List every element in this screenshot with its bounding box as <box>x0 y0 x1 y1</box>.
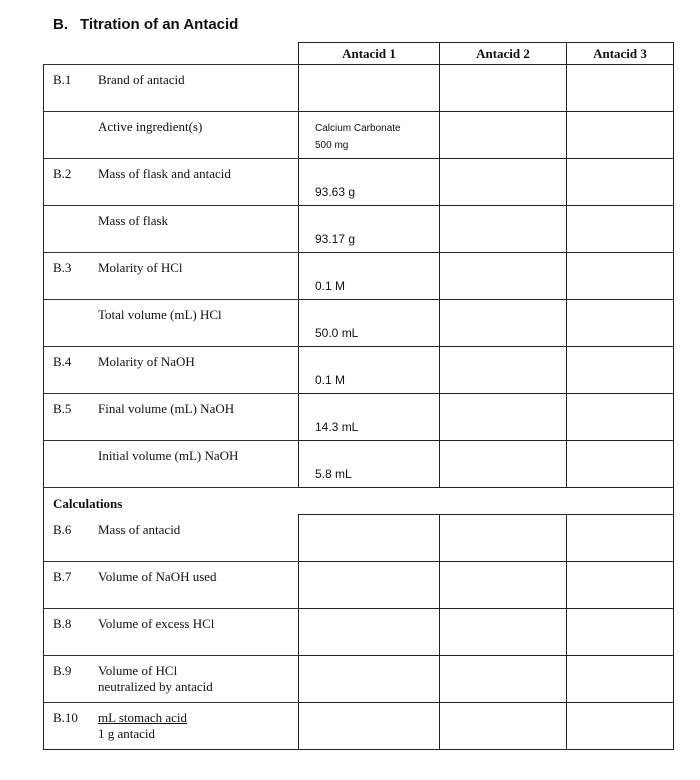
value-cell-antacid-2[interactable] <box>440 562 567 609</box>
value-cell-antacid-3[interactable] <box>567 347 674 394</box>
value-cell-antacid-1[interactable] <box>299 609 440 656</box>
cell-value <box>567 206 673 232</box>
row-label-line-1: Volume of NaOH used <box>98 569 217 584</box>
cell-value <box>567 394 673 420</box>
table-row <box>44 206 674 253</box>
cell-value: 0.1 M <box>315 279 346 293</box>
row-code: B.10 <box>53 710 78 725</box>
value-cell-antacid-2[interactable] <box>440 515 567 562</box>
cell-value <box>567 441 673 467</box>
table-row <box>44 253 674 300</box>
row-label-cell <box>44 253 299 300</box>
value-cell-antacid-1[interactable] <box>299 159 440 206</box>
value-cell-antacid-3[interactable] <box>567 703 674 750</box>
cell-value <box>567 300 673 326</box>
worksheet-title <box>53 16 238 33</box>
value-cell-antacid-1[interactable] <box>299 347 440 394</box>
row-label-cell <box>44 65 299 112</box>
value-cell-antacid-3[interactable] <box>567 206 674 253</box>
calculation-row <box>44 609 674 656</box>
row-label-line-1: Mass of antacid <box>98 521 181 537</box>
row-code: B.5 <box>53 401 72 416</box>
row-label-cell <box>44 656 299 703</box>
cell-value: 50.0 mL <box>315 326 359 340</box>
cell-value <box>567 159 673 185</box>
table-row <box>44 394 674 441</box>
row-label <box>98 569 217 585</box>
calculation-row <box>44 515 674 562</box>
cell-value: 0.1 M <box>315 373 346 387</box>
value-cell-antacid-2[interactable] <box>440 253 567 300</box>
calculations-heading-row <box>44 488 674 515</box>
value-cell-antacid-3[interactable] <box>567 656 674 703</box>
value-cell-antacid-3[interactable] <box>567 300 674 347</box>
value-cell-antacid-2[interactable] <box>440 112 567 159</box>
row-label-line-1: Volume of excess HCl <box>98 616 215 631</box>
row-label-line-1: Volume of HCl <box>98 663 178 678</box>
cell-value: 14.3 mL <box>315 420 359 434</box>
header-blank <box>44 43 299 65</box>
row-label: Molarity of HCl <box>98 260 183 275</box>
row-label <box>98 522 180 538</box>
cell-value <box>440 394 566 420</box>
row-label: Active ingredient(s) <box>98 119 203 134</box>
value-cell-antacid-3[interactable] <box>567 441 674 488</box>
row-label-cell <box>44 300 299 347</box>
table-row <box>44 347 674 394</box>
cell-value: Calcium Carbonate 500 mg <box>315 123 401 151</box>
value-cell-antacid-1[interactable] <box>299 112 440 159</box>
row-label-line-2: 1 g antacid <box>98 726 156 741</box>
cell-value <box>440 159 566 185</box>
value-cell-antacid-1[interactable] <box>299 394 440 441</box>
cell-value <box>567 253 673 279</box>
cell-value: 93.63 g <box>315 185 356 199</box>
cell-value: 5.8 mL <box>315 467 352 481</box>
value-cell-antacid-1[interactable] <box>299 300 440 347</box>
value-cell-antacid-2[interactable] <box>440 206 567 253</box>
row-label-cell <box>44 703 299 750</box>
value-cell-antacid-1[interactable] <box>299 65 440 112</box>
col-header-antacid-3: Antacid 3 <box>567 43 674 65</box>
row-label <box>98 663 213 695</box>
cell-value <box>440 112 566 138</box>
row-label <box>98 616 214 632</box>
row-label: Molarity of NaOH <box>98 354 195 369</box>
value-cell-antacid-1[interactable] <box>299 206 440 253</box>
value-cell-antacid-2[interactable] <box>440 394 567 441</box>
row-label: Mass of flask <box>98 213 169 228</box>
value-cell-antacid-1[interactable] <box>299 703 440 750</box>
cell-value <box>440 300 566 326</box>
col-header-antacid-1: Antacid 1 <box>299 43 440 65</box>
cell-value <box>567 347 673 373</box>
value-cell-antacid-1[interactable] <box>299 656 440 703</box>
value-cell-antacid-1[interactable] <box>299 253 440 300</box>
value-cell-antacid-2[interactable] <box>440 656 567 703</box>
table-row <box>44 300 674 347</box>
value-cell-antacid-3[interactable] <box>567 65 674 112</box>
row-label-cell <box>44 515 299 562</box>
table-row <box>44 441 674 488</box>
row-label <box>98 710 187 742</box>
row-code: B.3 <box>53 260 72 275</box>
table-row <box>44 159 674 206</box>
section-title: Titration of an Antacid <box>80 16 239 33</box>
row-code: B.1 <box>53 72 72 87</box>
cell-value <box>440 347 566 373</box>
row-label-cell <box>44 441 299 488</box>
section-number: B. <box>53 16 68 33</box>
cell-value <box>567 112 673 138</box>
row-label: Total volume (mL) HCl <box>98 307 222 322</box>
value-cell-antacid-2[interactable] <box>440 441 567 488</box>
row-code: B.6 <box>53 521 72 537</box>
col-header-antacid-2: Antacid 2 <box>440 43 567 65</box>
value-cell-antacid-2[interactable] <box>440 159 567 206</box>
value-cell-antacid-3[interactable] <box>567 609 674 656</box>
row-label-cell <box>44 394 299 441</box>
cell-value <box>299 65 439 91</box>
table-row <box>44 65 674 112</box>
value-cell-antacid-3[interactable] <box>567 394 674 441</box>
row-code: B.2 <box>53 166 72 181</box>
row-label-cell <box>44 347 299 394</box>
row-label: Brand of antacid <box>98 72 185 87</box>
cell-value <box>440 65 566 91</box>
row-label: Final volume (mL) NaOH <box>98 401 235 416</box>
row-label: Mass of flask and antacid <box>98 166 231 181</box>
row-code: B.7 <box>53 569 72 584</box>
titration-data-table <box>43 42 674 750</box>
row-label-line-1: mL stomach acid <box>98 710 188 725</box>
value-cell-antacid-2[interactable] <box>440 300 567 347</box>
value-cell-antacid-2[interactable] <box>440 65 567 112</box>
calculation-row <box>44 703 674 750</box>
row-code: B.8 <box>53 616 72 631</box>
row-label-cell <box>44 562 299 609</box>
row-label: Initial volume (mL) NaOH <box>98 448 239 463</box>
value-cell-antacid-1[interactable] <box>299 562 440 609</box>
calculations-heading: Calculations <box>44 488 674 515</box>
value-cell-antacid-1[interactable] <box>299 441 440 488</box>
row-label-cell <box>44 206 299 253</box>
value-cell-antacid-2[interactable] <box>440 703 567 750</box>
row-label-cell <box>44 609 299 656</box>
row-label-cell <box>44 112 299 159</box>
row-code: B.9 <box>53 663 72 678</box>
header-row <box>44 43 674 65</box>
cell-value <box>440 441 566 467</box>
value-cell-antacid-2[interactable] <box>440 347 567 394</box>
cell-value <box>440 253 566 279</box>
value-cell-antacid-3[interactable] <box>567 562 674 609</box>
cell-value <box>440 206 566 232</box>
value-cell-antacid-3[interactable] <box>567 112 674 159</box>
row-label-line-2: neutralized by antacid <box>98 679 213 694</box>
calculation-row <box>44 562 674 609</box>
value-cell-antacid-1[interactable] <box>299 515 440 562</box>
value-cell-antacid-3[interactable] <box>567 159 674 206</box>
calculation-row <box>44 656 674 703</box>
row-code: B.4 <box>53 354 72 369</box>
value-cell-antacid-2[interactable] <box>440 609 567 656</box>
cell-value <box>567 65 673 91</box>
row-label-cell <box>44 159 299 206</box>
value-cell-antacid-3[interactable] <box>567 515 674 562</box>
table-row <box>44 112 674 159</box>
cell-value: 93.17 g <box>315 232 356 246</box>
value-cell-antacid-3[interactable] <box>567 253 674 300</box>
